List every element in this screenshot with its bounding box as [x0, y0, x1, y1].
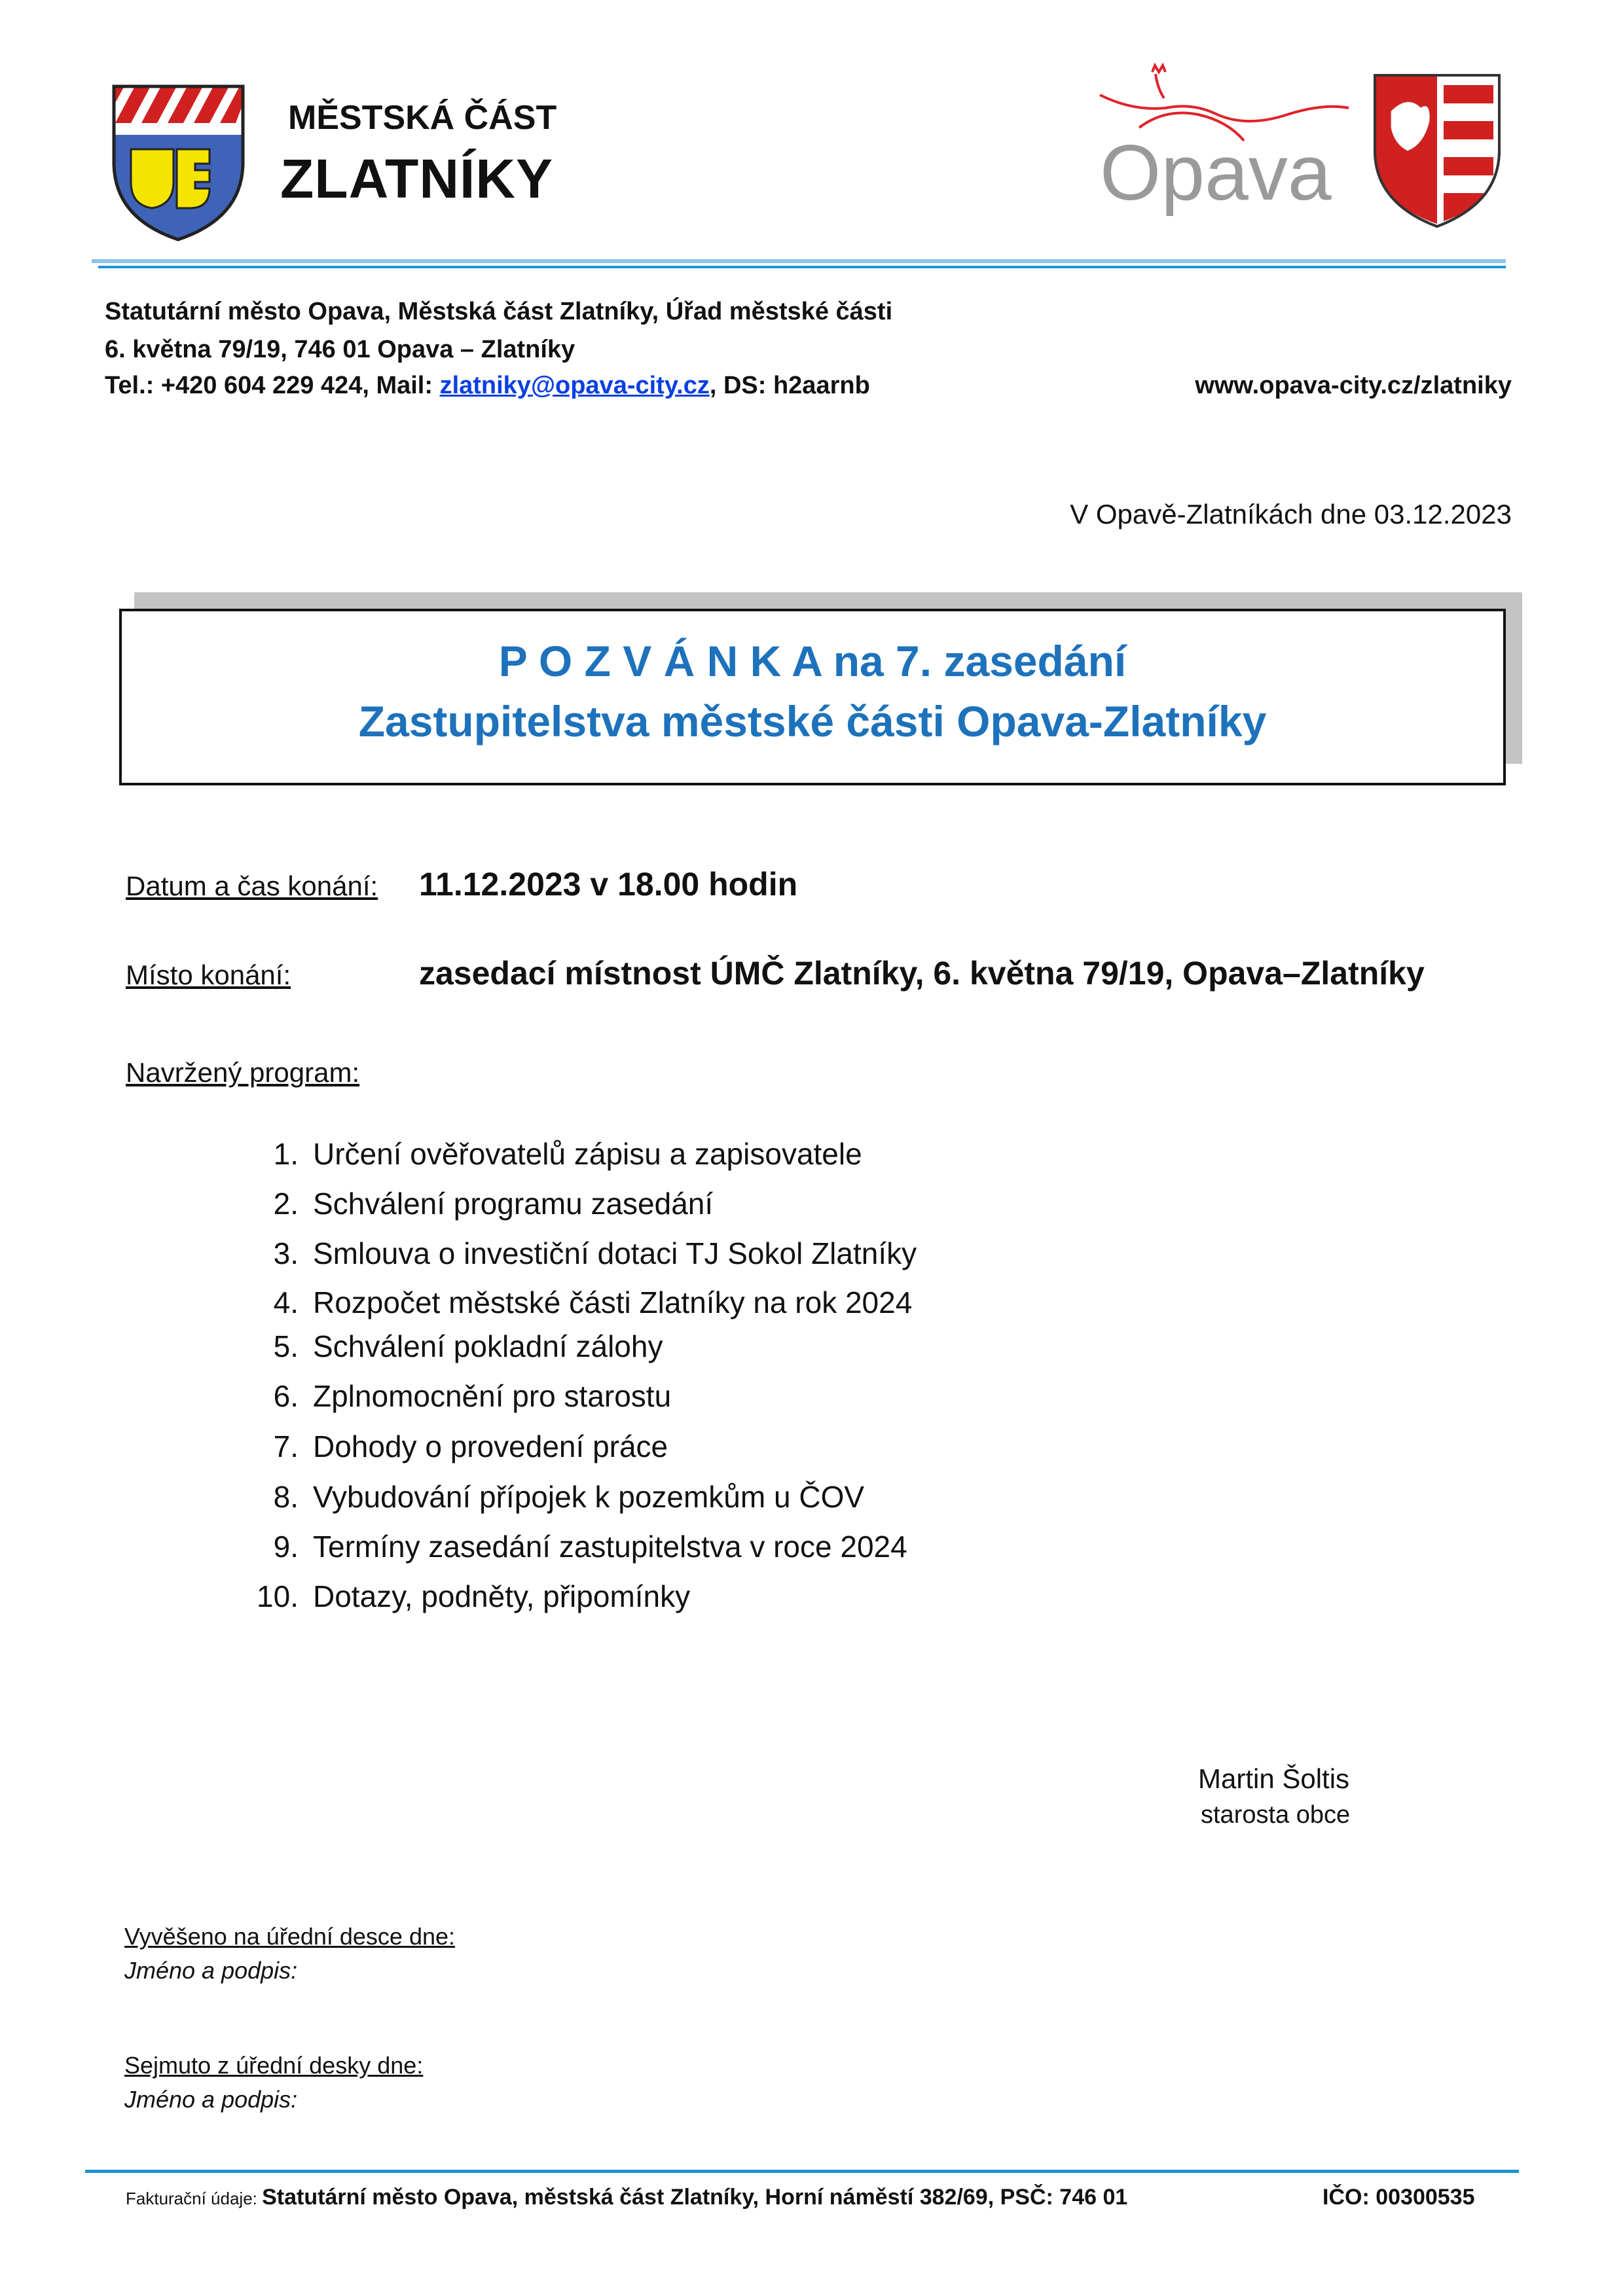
list-item — [229, 1186, 713, 1225]
address-line2: 6. května 79/19, 746 01 Opava – Zlatníky — [105, 336, 575, 363]
header-title-line1: MĚSTSKÁ ČÁST — [288, 99, 557, 137]
list-item-number: 5. — [273, 1329, 299, 1363]
signature-name: Martin Šoltis — [1198, 1763, 1350, 1794]
posted-signature-label: Jméno a podpis: — [124, 1957, 298, 1984]
list-item — [229, 1329, 663, 1368]
list-item-text: Vybudování přípojek k pozemkům u ČOV — [313, 1480, 865, 1514]
date-label: Datum a čas konání: — [126, 870, 378, 901]
footer-text: Statutární město Opava, městská část Zlatníky, Horní náměstí 382/69, PSČ: 746 01 — [262, 2185, 1128, 2210]
list-item-number: 8. — [273, 1480, 299, 1514]
posted-label: Vyvěšeno na úřední desce dne: — [124, 1923, 456, 1950]
list-item-text: Schválení pokladní zálohy — [313, 1329, 663, 1363]
invitation-box — [119, 609, 1506, 785]
list-item-text: Dohody o provedení práce — [313, 1429, 668, 1463]
invitation-heading-line2: Zastupitelstva městské části Opava-Zlatníky — [358, 697, 1267, 745]
removed-label: Sejmuto z úřední desky dne: — [124, 2052, 424, 2079]
address-tel: Tel.: +420 604 229 424, Mail: — [105, 372, 440, 399]
opava-coat-of-arms — [1372, 72, 1503, 229]
footer-billing — [126, 2185, 1127, 2210]
list-item-number: 1. — [273, 1137, 299, 1171]
opava-logo-text: Opava — [1100, 129, 1332, 217]
list-item-number: 2. — [273, 1187, 299, 1221]
list-item-text: Zplnomocnění pro starostu — [313, 1379, 672, 1413]
list-item-text: Termíny zasedání zastupitelstva v roce 2024 — [313, 1530, 907, 1564]
list-item-text: Rozpočet městské části Zlatníky na rok 2024 — [313, 1285, 913, 1319]
list-item — [229, 1236, 917, 1275]
list-item — [229, 1479, 864, 1518]
list-item-number: 4. — [273, 1285, 299, 1319]
website-link[interactable]: www.opava-city.cz/zlatniky — [1195, 372, 1512, 399]
zlatniky-coat-of-arms — [111, 84, 246, 242]
header-rule — [98, 266, 1506, 268]
list-item-text: Určení ověřovatelů zápisu a zapisovatele — [313, 1137, 862, 1171]
list-item-text: Schválení programu zasedání — [313, 1187, 714, 1221]
opava-logo — [1087, 62, 1368, 239]
list-item-number: 10. — [257, 1579, 299, 1613]
email-link[interactable]: zlatniky@opava-city.cz — [439, 372, 710, 399]
list-item — [229, 1579, 690, 1618]
address-contact-line — [105, 372, 870, 400]
list-item-number: 7. — [273, 1429, 299, 1463]
date-value: 11.12.2023 v 18.00 hodin — [419, 866, 798, 903]
list-item — [229, 1529, 907, 1568]
removed-signature-label: Jméno a podpis: — [124, 2086, 298, 2113]
list-item — [229, 1378, 671, 1418]
document-date: V Opavě-Zlatníkách dne 03.12.2023 — [1070, 499, 1512, 529]
place-label: Místo konání: — [126, 960, 291, 990]
list-item-number: 9. — [273, 1530, 299, 1564]
program-label: Navržený program: — [126, 1057, 360, 1088]
footer-ico: IČO: 00300535 — [1322, 2185, 1475, 2210]
footer-rule — [85, 2170, 1519, 2173]
address-ds: , DS: h2aarnb — [709, 372, 870, 399]
list-item-text: Dotazy, podněty, připomínky — [313, 1579, 691, 1613]
list-item-number: 3. — [273, 1236, 299, 1270]
address-line1: Statutární město Opava, Městská část Zlatníky, Úřad městské části — [105, 298, 893, 325]
header-title-line2: ZLATNÍKY — [280, 148, 554, 209]
signature-role: starosta obce — [1201, 1801, 1351, 1829]
list-item-text: Smlouva o investiční dotaci TJ Sokol Zlatníky — [313, 1236, 917, 1270]
list-item — [229, 1285, 912, 1324]
list-item — [229, 1429, 668, 1468]
list-item — [229, 1136, 862, 1175]
list-item-number: 6. — [273, 1379, 299, 1413]
header-rule-light — [92, 259, 1506, 263]
invitation-heading-line1: P O Z V Á N K A na 7. zasedání — [498, 637, 1127, 685]
footer-label: Fakturační údaje: — [126, 2189, 263, 2208]
place-value: zasedací místnost ÚMČ Zlatníky, 6. května 79/19, Opava–Zlatníky — [419, 955, 1425, 992]
